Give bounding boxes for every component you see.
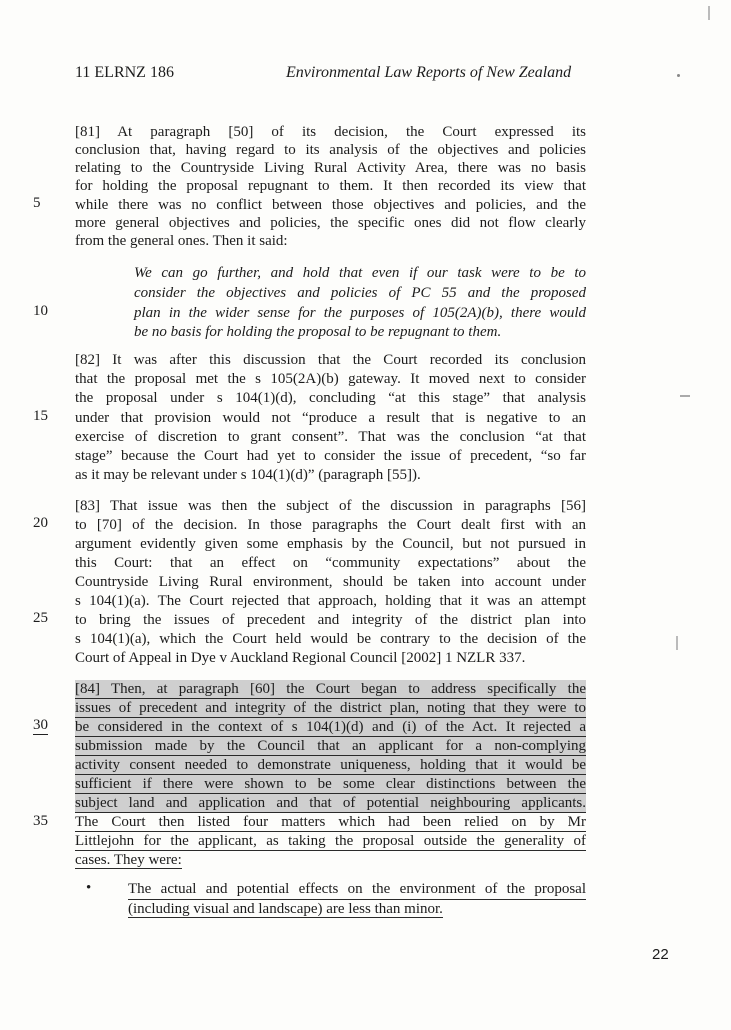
underlined-line: Littlejohn for the applicant, as taking the proposal outside the generality of: [75, 832, 586, 851]
underlined-text: (including visual and landscape) are less than minor.: [128, 901, 443, 917]
scan-artifact: [676, 636, 678, 650]
text-line: s 104(1)(a), which the Court held would be contrary to the decision of the: [75, 631, 586, 647]
line-number: 35: [33, 813, 48, 829]
line-number: 20: [33, 515, 48, 531]
highlighted-line: subject land and application and that of potential neighbouring applicants.: [75, 794, 586, 813]
line-number: 15: [33, 408, 48, 424]
quote-line: plan in the wider sense for the purposes of 105(2A)(b), there would: [134, 305, 586, 321]
text-line: [81] At paragraph [50] of its decision, the Court expressed its: [75, 124, 586, 140]
text-line: s 104(1)(a). The Court rejected that approach, holding that it was an attempt: [75, 593, 586, 609]
underlined-text: cases. They were:: [75, 852, 182, 868]
running-header-journal: Environmental Law Reports of New Zealand: [286, 64, 572, 81]
text-line: to [70] of the decision. In those paragraphs the Court dealt first with an: [75, 517, 586, 533]
text-line: exercise of discretion to grant consent”. That was the conclusion “at that: [75, 429, 586, 445]
text-line: that the proposal met the s 105(2A)(b) gateway. It moved next to consider: [75, 371, 586, 387]
highlighted-line: [84] Then, at paragraph [60] the Court began to address specifically the: [75, 680, 586, 699]
quote-line: We can go further, and hold that even if our task were to be to: [134, 265, 586, 281]
text-line: this Court: that an effect on “community expectations” about the: [75, 555, 586, 571]
bullet-line: The actual and potential effects on the environment of the proposal: [128, 880, 586, 900]
highlighted-line: activity consent needed to demonstrate uniqueness, holding that it would be: [75, 756, 586, 775]
text-line: relating to the Countryside Living Rural Activity Area, there was no basis: [75, 160, 586, 176]
line-number: 25: [33, 610, 48, 626]
quote-line: be no basis for holding the proposal to be repugnant to them.: [134, 324, 502, 340]
line-number: 10: [33, 303, 48, 319]
text-line: more general objectives and policies, the specific ones did not flow clearly: [75, 215, 586, 231]
scan-artifact: [677, 74, 680, 77]
text-line: argument evidently given some emphasis by the Council, but not pursued in: [75, 536, 586, 552]
text-line: for holding the proposal repugnant to them. It then recorded its view that: [75, 178, 586, 194]
highlighted-line: issues of precedent and integrity of the district plan, noting that they were to: [75, 699, 586, 718]
text-line: the proposal under s 104(1)(d), concluding “at this stage” that analysis: [75, 390, 586, 406]
text-line: stage” because the Court had yet to consider the issue of precedent, “so far: [75, 448, 586, 464]
running-header-citation: 11 ELRNZ 186: [75, 64, 174, 81]
scan-artifact: [708, 6, 710, 20]
underlined-line: [75, 851, 182, 869]
page-number: 22: [652, 946, 669, 963]
line-number: 30: [33, 717, 48, 733]
text-line: under that provision would not “produce a result that is negative to an: [75, 410, 586, 426]
text-line: [83] That issue was then the subject of the discussion in paragraphs [56]: [75, 498, 586, 514]
text-line: as it may be relevant under s 104(1)(d)” (paragraph [55]).: [75, 467, 421, 483]
underlined-line: The Court then listed four matters which had been relied on by Mr: [75, 813, 586, 832]
scan-artifact: [680, 395, 690, 397]
highlighted-line: sufficient if there were shown to be some clear distinctions between the: [75, 775, 586, 794]
text-line: conclusion that, having regard to its analysis of the objectives and policies: [75, 142, 586, 158]
text-line: from the general ones. Then it said:: [75, 233, 288, 249]
text-line: Countryside Living Rural environment, should be taken into account under: [75, 574, 586, 590]
line-number: 5: [33, 195, 41, 211]
text-line: while there was no conflict between those objectives and policies, and the: [75, 197, 586, 213]
bullet-line: [128, 900, 443, 919]
quote-line: consider the objectives and policies of PC 55 and the proposed: [134, 285, 586, 301]
highlighted-line: submission made by the Council that an applicant for a non-complying: [75, 737, 586, 756]
bullet-icon: •: [86, 880, 92, 896]
text-line: [82] It was after this discussion that the Court recorded its conclusion: [75, 352, 586, 368]
text-line: Court of Appeal in Dye v Auckland Regional Council [2002] 1 NZLR 337.: [75, 650, 526, 666]
text-line: to bring the issues of precedent and integrity of the district plan into: [75, 612, 586, 628]
highlighted-line: be considered in the context of s 104(1)(d) and (i) of the Act. It rejected a: [75, 718, 586, 737]
